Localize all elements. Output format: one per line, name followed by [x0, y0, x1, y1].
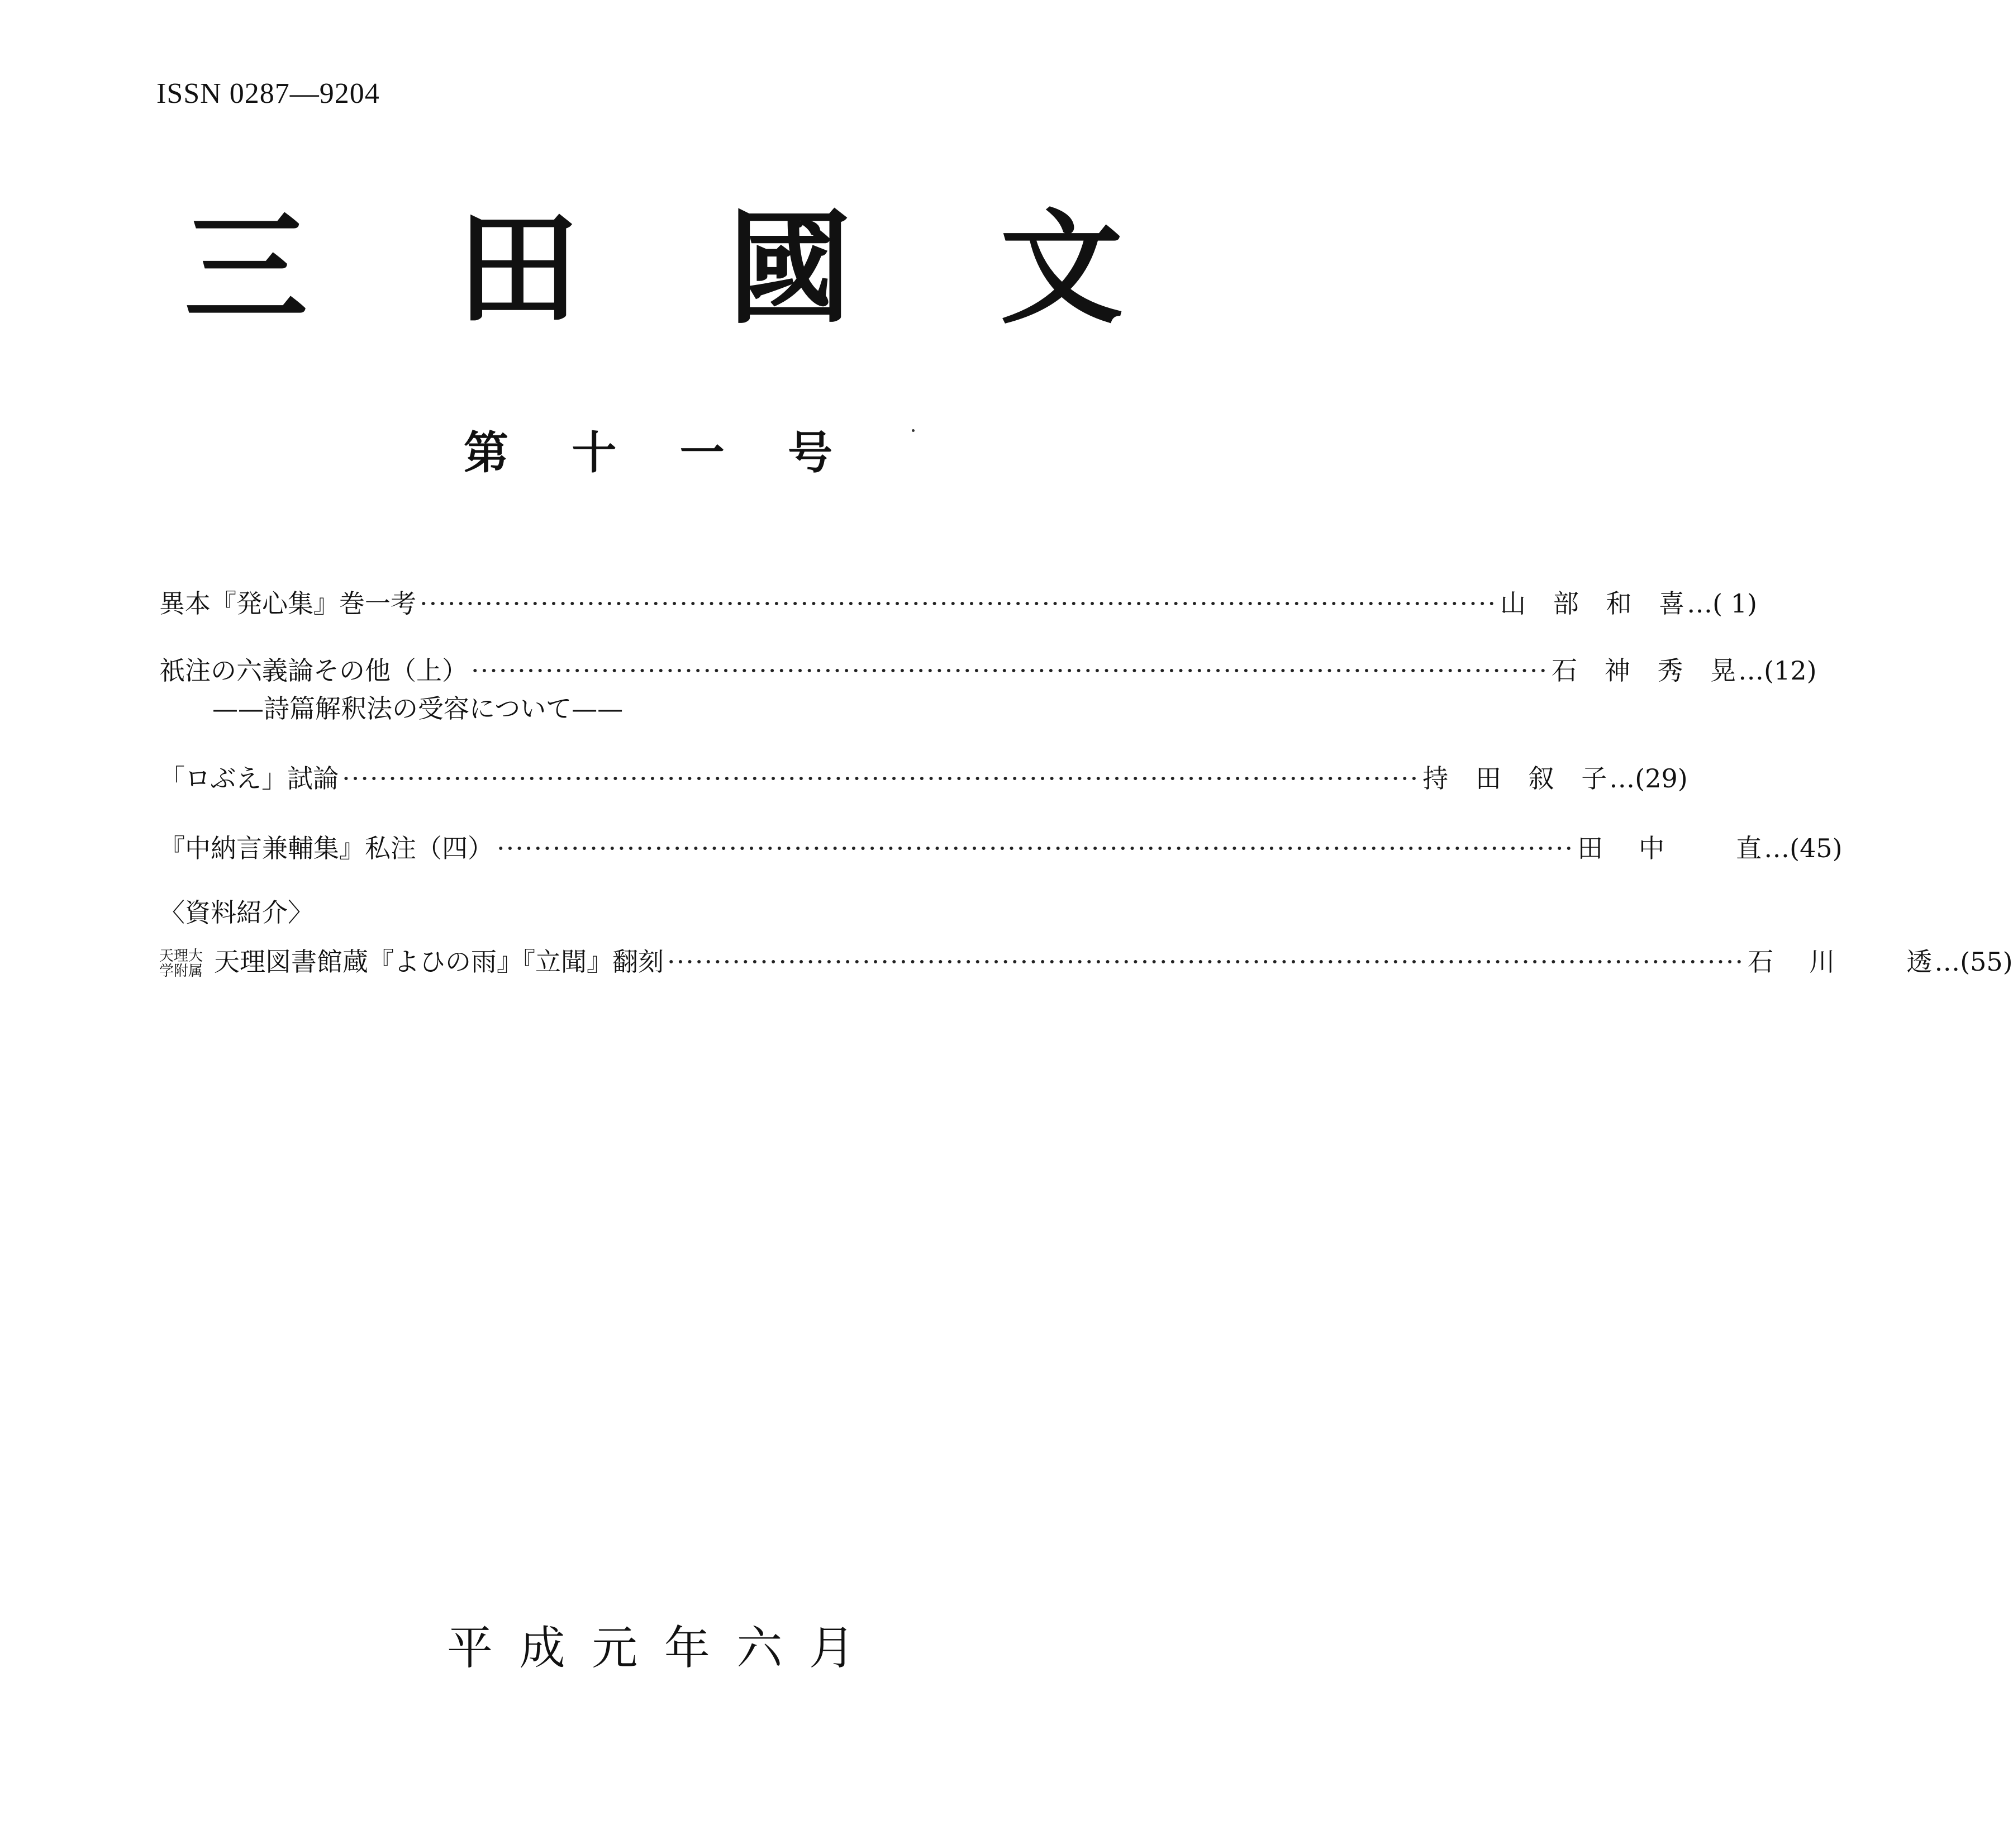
- date-char: 月: [808, 1622, 855, 1675]
- issue-char: 第: [464, 426, 508, 479]
- toc-entry-page: …(45): [1764, 833, 1843, 863]
- journal-title-char: 國: [728, 196, 851, 340]
- toc-entry-title: 天理大 学附属 天理図書館蔵『よひの雨』『立聞』翻刻: [159, 947, 664, 980]
- toc-entry-title: 異本『発心集』巻一考: [159, 588, 416, 619]
- toc-entry-title: 「ロぶえ」試論: [159, 763, 339, 794]
- toc-entry-page: …(12): [1738, 655, 1817, 686]
- toc-entry[interactable]: [159, 584, 1757, 623]
- toc-entry[interactable]: [159, 829, 1843, 868]
- journal-title-char: 三: [184, 196, 308, 340]
- date-char: 六: [736, 1622, 783, 1675]
- leader-dots: ····················································································································: [497, 833, 1574, 863]
- issue-char: 一: [679, 426, 725, 479]
- toc-entry-page: …(55): [1934, 947, 2013, 977]
- leader-dots: ····················································································································: [342, 763, 1420, 794]
- leader-dots: ····················································································································: [420, 588, 1497, 619]
- toc-entry[interactable]: [159, 759, 1688, 798]
- leader-dots: ····················································································································: [471, 655, 1549, 686]
- journal-title-char: 田: [456, 196, 579, 340]
- issue-char: 十: [572, 426, 617, 479]
- toc-entry-author: 田 中 直: [1577, 833, 1762, 863]
- issn-number: ISSN 0287—9204: [156, 78, 380, 110]
- publication-date: [447, 1621, 855, 1676]
- leader-dots: ····················································································································: [667, 947, 1745, 977]
- issue-char: 号: [787, 426, 832, 479]
- table-of-contents: [159, 584, 2013, 981]
- date-char: 成: [519, 1622, 565, 1675]
- date-char: 平: [447, 1622, 493, 1675]
- toc-entry-title: 祇注の六義論その他（上）: [159, 655, 468, 686]
- toc-entry-title: 『中納言兼輔集』私注（四）: [159, 833, 493, 863]
- toc-entry-page: …(29): [1609, 763, 1688, 794]
- date-char: 元: [592, 1622, 638, 1675]
- toc-entry[interactable]: [159, 651, 1817, 690]
- section-label: 〈資料紹介〉: [159, 897, 313, 928]
- issue-number: [464, 425, 832, 481]
- print-speck: [912, 429, 915, 432]
- toc-entry-subtitle: ——詩篇解釈法の受容について——: [212, 693, 624, 724]
- journal-title-char: 文: [1000, 196, 1123, 340]
- toc-entry[interactable]: [159, 942, 2013, 981]
- date-char: 年: [664, 1622, 710, 1675]
- journal-title: [184, 196, 1123, 341]
- toc-entry-author: 持 田 叙 子: [1422, 763, 1607, 794]
- author-affiliation: 天理大 学附属: [159, 948, 203, 980]
- toc-entry-author: 石 川 透: [1748, 947, 1933, 977]
- toc-entry-author: 山 部 和 喜: [1500, 588, 1685, 619]
- toc-entry-page: …( 1): [1687, 588, 1757, 619]
- toc-entry-author: 石 神 秀 晃: [1552, 655, 1736, 686]
